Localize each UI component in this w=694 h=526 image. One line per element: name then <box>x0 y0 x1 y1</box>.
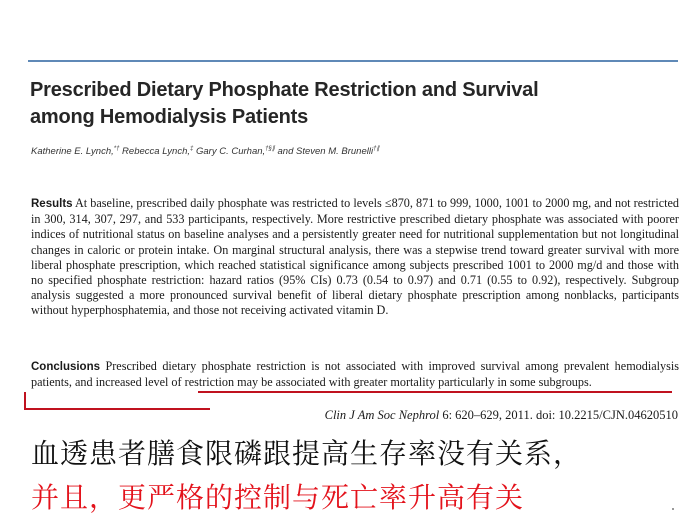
annotation-line-2: 并且，更严格的控制与死亡率升高有关 <box>31 481 525 514</box>
paper-title <box>30 77 630 131</box>
author-affiliation-marks: †∥ <box>373 146 380 152</box>
header-rule <box>28 60 678 62</box>
annotation-line-1: 血透患者膳食限磷跟提高生存率没有关系， <box>31 437 583 470</box>
author-list <box>31 143 651 158</box>
title-line-2: among Hemodialysis Patients <box>30 106 309 128</box>
author-name: Rebecca Lynch, <box>119 146 191 158</box>
conclusions-heading: Conclusions <box>31 361 101 373</box>
citation <box>325 408 678 423</box>
author-name: and Steven M. Brunelli <box>274 146 374 158</box>
highlight-underline <box>24 408 210 410</box>
highlight-underline <box>198 391 672 393</box>
highlight-underline-connector <box>24 392 26 409</box>
author-affiliation-marks: ‡ <box>190 146 194 152</box>
author-affiliation-marks: *† <box>113 146 120 152</box>
conclusions-paragraph <box>31 359 679 390</box>
title-line-1: Prescribed Dietary Phosphate Restriction and Survival <box>30 79 539 101</box>
results-paragraph <box>31 196 679 319</box>
results-text: At baseline, prescribed daily phosphate was restricted to levels ≤870, 871 to 999, 1000, 1001 to 2000 mg, and not restricted in 300, 314, 307, 297, and 533 participants, respectively. More restrictive prescribed dietary phosphate was associated with poorer indices of nutritional status on baseline analyses and a persistently greater need for nutritional supplementation but not longitudinal changes in caloric or protein intake. On marginal structural analysis, there was a stepwise trend toward greater survival with more liberal phosphate prescription, which reached statistical significance among subjects prescribed 1001 to 2000 mg/d and those with no specified phosphate restriction: hazard ratios (95% CIs) 0.73 (0.54 to 0.97) and 0.71 (0.55 to 0.92), respectively. Subgroup analysis suggested a more pronounced survival benefit of liberal dietary phosphate prescription among nonblacks, participants without hyperphosphatemia, and those not receiving activated vitamin D. <box>31 196 680 318</box>
slide-marker-dot <box>672 508 674 510</box>
author-name: Gary C. Curhan, <box>193 146 266 158</box>
citation-details: 6: 620–629, 2011. doi: 10.2215/CJN.04620510 <box>439 408 678 422</box>
author-affiliation-marks: †§∥ <box>265 146 275 152</box>
results-heading: Results <box>31 198 73 210</box>
conclusions-text: Prescribed dietary phosphate restriction is not associated with improved survival among prevalent hemodialysis patients, and increased level of restriction may be associated with greater mortality particularly in some subgroups. <box>31 359 680 390</box>
author-name: Katherine E. Lynch, <box>31 146 114 158</box>
citation-journal: Clin J Am Soc Nephrol <box>324 408 440 422</box>
